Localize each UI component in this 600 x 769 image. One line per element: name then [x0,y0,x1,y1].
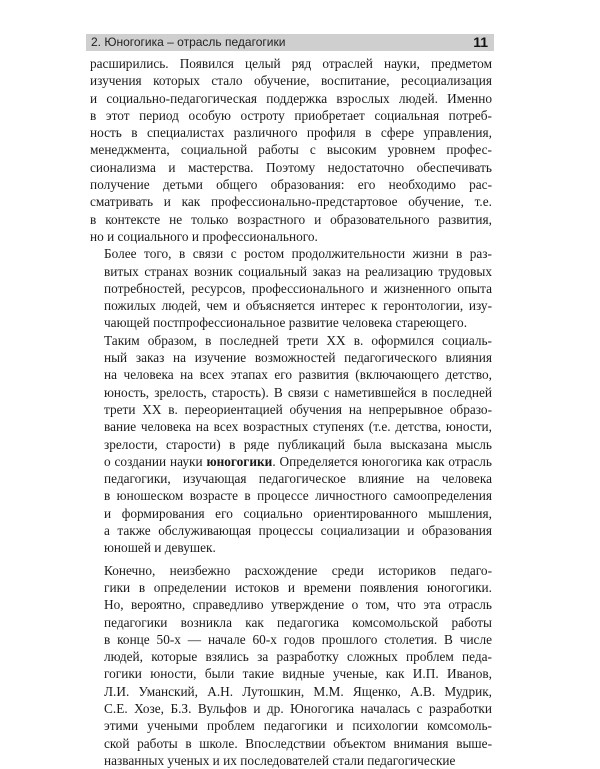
text-line: юность, зрелость, старость). В связи с наметившейся в последней [104,384,492,400]
running-header [86,34,494,51]
text-line: Конечно, неизбежно расхождение среди историков педаго- [104,562,492,578]
text-line: Более того, в связи с ростом продолжительности жизни в раз- [104,246,492,262]
text-line: в юношеском возрасте в процессе личностного самоопределения [104,488,492,504]
text-line: пожилых людей, чем и объясняется интерес к геронтологии, изу- [104,298,492,314]
text-line: зрелости, старости) в ряде публикаций была высказана мысль [104,436,492,452]
text-line: Но, вероятно, справедливо утверждение о том, что эта отрасль [104,597,492,613]
paragraph [90,245,492,331]
text-line: названных ученых и их последователей стали педагогические [104,752,456,768]
key-term: юногогики [206,453,273,469]
text-line: потребностей, ресурсов, профессионального и жизненного опыта [104,280,492,296]
text-line: получение детьми общего образования: его необходимо рас- [90,177,492,193]
text-line: педагогики, изучающая педагогическое влияние на человека [104,471,492,487]
text-line: о создании науки юногогики. Определяется юногогика как отрасль [104,453,492,469]
text-line: гики в определении истоков и времени появления юногогики. [104,579,492,595]
paragraph [90,562,492,769]
text-line: ность в специалистах различного профиля в сфере управления, [90,125,492,141]
text-line: этими учеными проблем педагогики и психологии комсомоль- [104,718,492,734]
text-line: гогики юности, были такие видные ученые, как И.П. Иванов, [104,666,492,682]
body-text [90,55,492,769]
text-line: в этот период особую остроту приобретает социальная потреб- [90,107,492,123]
text-line: ный заказ на изучение возможностей педагогического влияния [104,350,492,366]
text-line: трети XX в. переориентацией обучения на непрерывное образо- [104,401,492,417]
text-line: чающей постпрофессиональное развитие человека стареющего. [104,315,468,331]
paragraph [90,55,492,245]
text-line: С.Е. Хозе, Б.З. Вульфов и др. Юногогика началась с разработки [104,700,492,716]
text-line: вание человека на всех возрастных ступенях (т.е. детства, юности, [104,419,492,435]
text-line: людей, которые взялись за разработку сложных проблем педа- [104,649,492,665]
text-line: ской работы в школе. Впоследствии объектом внимания выше- [104,735,492,751]
text-line: юношей и девушек. [104,540,216,556]
text-line: на человека на всех этапах его развития (включающего детство, [104,367,492,383]
text-line: а также обслуживающая процессы социализации и образования [104,523,492,539]
chapter-title: 2. Юногогика – отрасль педагогики [91,35,286,49]
text-line: но и социального и профессионального. [90,228,318,244]
text-line: Таким образом, в последней трети XX в. оформился социаль- [104,332,492,348]
text-line: менеджмента, социальной работы с высоким уровнем профес- [90,142,492,158]
text-line: изучения которых стало обучение, воспитание, ресоциализация [90,73,492,89]
text-line: витых странах возник социальный заказ на реализацию трудовых [104,263,492,279]
text-line: сионализма и мастерства. Поэтому недостаточно обеспечивать [90,159,492,175]
text-line: в конце 50-х — начале 60-х годов прошлого столетия. В числе [104,631,492,647]
paragraph [90,332,492,557]
text-line: педагогики возникла как педагогика комсомольской работы [104,614,492,630]
page-number: 11 [473,34,488,50]
text-line: в контексте не только возрастного и образовательного развития, [90,211,492,227]
text-line: Л.И. Уманский, А.Н. Лутошкин, М.М. Ященко, А.В. Мудрик, [104,683,492,699]
text-line: и социально-педагогическая поддержка взрослых людей. Именно [90,90,492,106]
text-line: и формирования его социально ориентированного мышления, [104,505,492,521]
text-line: сматривать и как профессионально-предстартовое обучение, т.е. [90,194,492,210]
text-line: расширились. Появился целый ряд отраслей науки, предметом [90,56,492,71]
